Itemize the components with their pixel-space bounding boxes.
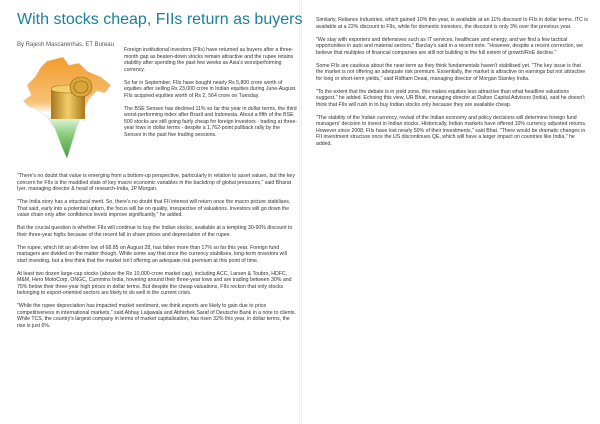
coin-single bbox=[70, 77, 92, 97]
byline: By Rajesh Mascarenhas, ET Bureau bbox=[17, 42, 114, 48]
headline: With stocks cheap, FIIs return as buyers bbox=[17, 11, 303, 28]
paragraph: "While the rupee depreciation has impacted market sentiment, we think exports are likely to gain due to price competitiveness in international markets," said Abhay Laijawala and Abhishek Saraf of Deutsche Bank in a note to clients. While TCS, the country's largest company in terms of market capitalisation, has risen 32% this year, in dollar terms, the rise is just 6%. bbox=[17, 303, 296, 329]
left-column-bottom bbox=[17, 173, 296, 336]
paragraph: "The India story has a structural merit. So, there's no doubt that FII interest will return once the macro picture stabilises. That said, early into a potential upturn, the focus will be on quality, irrespective of valuations. Investors will go down the value chain only after confidence levels improve significantly," he added. bbox=[17, 199, 291, 218]
paragraph: Similarly, Reliance Industries, which gained 10% this year, is available at an 11% discount to FIIs in dollar terms. ITC is available at a 22% discount to FIIs, while for domestic investors, the discount is only 3% over the previous year. bbox=[316, 17, 588, 30]
paragraph: "The stability of the Indian currency, revival of the Indian economy and policy decisions will determine foreign fund managers' decision to invest in Indian stocks. Historically, Indian markets have offered 10% currency adjusted returns. However since 2008, FIIs have lost nearly 50% of their investments," said Bhat. "There would be dramatic changes in FII investment structure once the US discontinues QE, which will have a larger impact on countries like India," he added. bbox=[316, 114, 587, 147]
paragraph: Foreign institutional investors (FIIs) have returned as buyers after a three-month gap as beaten-down stocks remain attractive and the rupee retains stability after spending the past few weeks as Asia's worstperforming currency. bbox=[124, 47, 294, 73]
right-column bbox=[316, 17, 588, 154]
paragraph: "We stay with exporters and defensives such as IT services, healthcare and energy, and we find a few tactical opportunities in auto and material sectors," Barclay's said in a recent note. "However, despite a recent correction, we believe that multiples of financial companies are still not building in the full extent of growth/RoE decline." bbox=[316, 36, 584, 56]
paragraph: So far in September, FIIs have bought nearly Rs 5,800 crore worth of equities after selling Rs 23,000 crore in Indian equities during June-August. FIIs acquired equities worth of Rs 2, 564 crore on Tuesday. bbox=[124, 79, 297, 99]
paragraph: "There's no doubt that value is emerging from a bottom-up perspective, particularly in relation to asset values, but the key concern for FIIs is the muddled state of key macro economic variables in the backdrop of global pressures," said Bharat Iyer, managing director & head of research-India, JP Morgan. bbox=[17, 173, 295, 192]
page-fold bbox=[299, 0, 302, 424]
paragraph: The rupee, which hit an all-time low of 68.85 on August 28, has fallen more than 17% so far this year. Foreign fund managers are divided on the matter though. While some say that once the currency stabilises, long-term investors will start investing, but a few think that the market isn't offering an adequate risk premium at this point of time. bbox=[17, 244, 287, 264]
paragraph: "To the extent that the debate is in yield zone, this makes equities less attractive than what headline valuations suggest," he added. Echoing this view, UR Bhat, managing director at Dalton Capital Advisors (India), said he doesn't think that FIIs will rush in to buy Indian stocks only because they are available cheap. bbox=[316, 88, 585, 108]
paragraph: Some FIIs are cautious about the near-term as they think fundamentals haven't stabilised yet. "The key issue is that the market is not offering an adequate risk premium. Essentially, the market is attractive on earnings but not attractive for long or short-term yields," said Ridham Desai, managing director of Morgan Stanley India. bbox=[316, 62, 586, 82]
paragraph: But the crucial question is whether FIIs will continue to buy the Indian stocks, available at a tempting 30-90% discount to their three-year highs because of the recent fall in share prices and depreciation of the rupee. bbox=[17, 225, 293, 238]
paragraph: The BSE Sensex has declined 11% so far this year in dollar terms, the third worst-performing index after Brazil and Indonesia. About a fifth of the BSE 500 stocks are still going fairly cheap for foreign investors - trading at three-year lows in dollar terms - despite a 1,762-point pullback rally by the Sensex in the past five trading sessions. bbox=[124, 105, 298, 138]
paragraph: At least two dozen large-cap stocks (above the Rs 10,000-crore market cap), including ACC, Larsen & Toubro, HDFC, M&M, Hero MotoCorp, ONGC, Cummins India, hovering around their three-year lows and are trading between 30% and 75% below their three-year high prices in dollar terms. But despite the cheap valuations, FIIs reckon that only stocks belonging to export-oriented sectors are likely to do well in the current crisis. bbox=[17, 270, 292, 296]
left-column-top bbox=[124, 47, 298, 145]
coins-on-india-map-illustration bbox=[17, 55, 117, 165]
